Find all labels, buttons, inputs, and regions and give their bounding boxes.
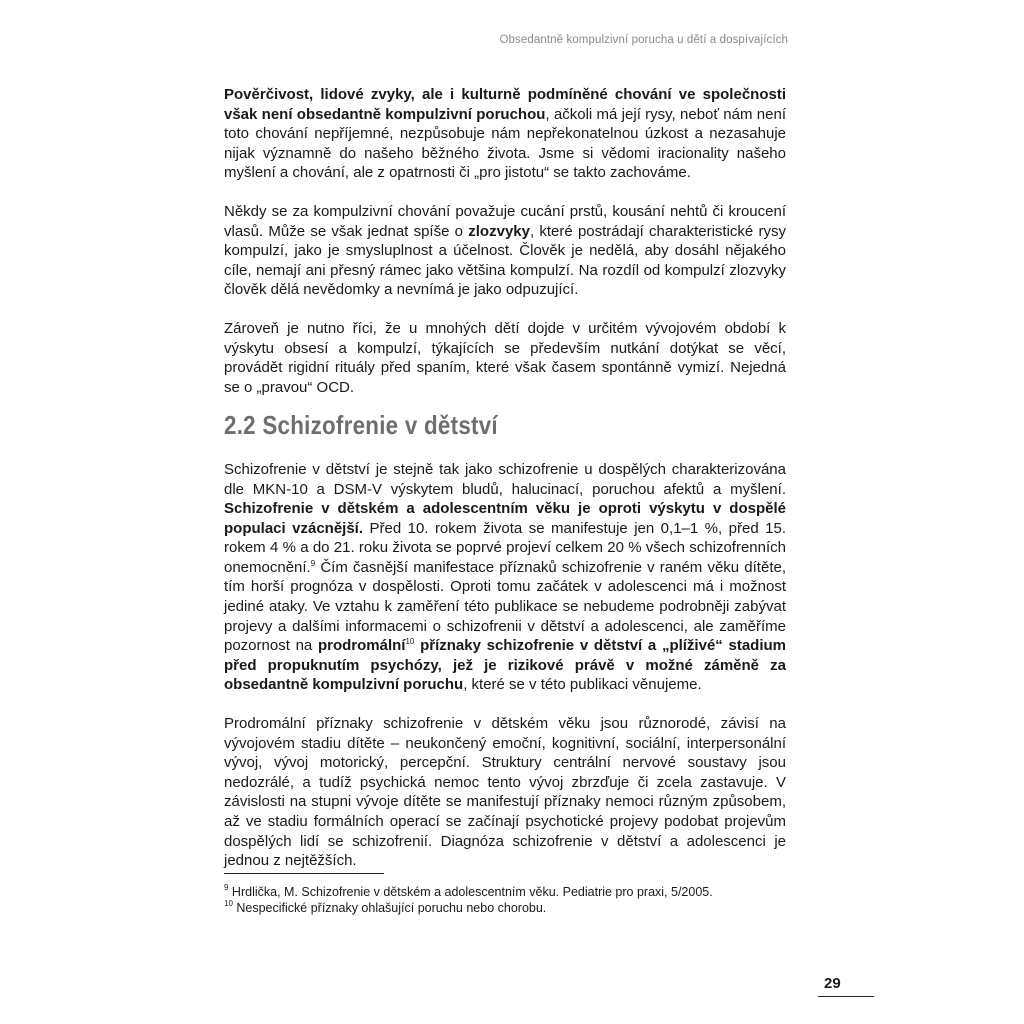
paragraph-5: Prodromální příznaky schizofrenie v dětském věku jsou různorodé, závisí na vývojovém stadiu dítěte – neukončený emoční, kognitivní, sociální, interpersonální vývoj, vývoj motorický, percepční. Struktury centrální nervové soustavy jsou nedozrálé, a tudíž psychická nemoc tento vývoj zbrzďuje či zcela zastavuje. V závislosti na stupni vývoje dítěte se manifestují příznaky nemoci různým způsobem, až ve stadiu formálních operací se začínají psychotické projevy podobat projevům dospělých lidí se schizofrenií. Diagnóza schizofrenie v dětství a adolescenci je jednou z nejtěžších. — [224, 715, 786, 870]
page-number: 29 — [824, 975, 841, 992]
bold-text: prodromální — [317, 637, 406, 655]
page-number-rule — [818, 996, 874, 997]
bold-text: Pověrčivost, lidové zvyky, ale i kulturně podmíněné chování ve společnosti však není obsedantně kompulzivní poruchou — [224, 86, 786, 123]
footnote-ref: 10 — [405, 637, 415, 647]
section-heading: 2.2 Schizofrenie v dětství — [224, 410, 498, 441]
body-text: Schizofrenie v dětství je stejně tak jako schizofrenie u dospělých charakterizována dle MKN-10 a DSM-V výskytem bludů, halucinací, poruchou afektů a myšlení. — [224, 460, 786, 498]
footnote-text: Hrdlička, M. Schizofrenie v dětském a adolescentním věku. Pediatrie pro praxi, 5/2005. — [228, 885, 713, 899]
footnote-ref: 9 — [310, 558, 316, 568]
footnote-number: 9 — [224, 883, 229, 892]
body-text: Před 10. rokem života se manifestuje jen 0,1–1 %, před 15. rokem 4 % a do 21. roku života se poprvé projeví celkem 20 % všech schizofrenních onemocnění. — [224, 519, 786, 576]
body-text: , které postrádají charakteristické rysy kompulzí, jako je smysluplnost a účelnost. Člověk je nedělá, aby dosáhl nějakého cíle, nemají ani přesný rámec jako většina kompulzí. Na rozdíl od kompulzí zlozvyky člověk dělá nevědomky a nevnímá je jako odpuzující. — [224, 222, 786, 299]
paragraph-3: Zároveň je nutno říci, že u mnohých dětí dojde v určitém vývojovém období k výskytu obsesí a kompulzí, týkajících se především nutkání dotýkat se věcí, provádět rigidní rituály před spaním, které však časem spontánně vymizí. Nejedná se o „pravou“ OCD. — [224, 319, 786, 396]
footnote-divider — [224, 873, 384, 874]
body-text: Někdy se za kompulzivní chování považuje cucání prstů, kousání nehtů či kroucení vlasů. Může se však jednat spíše o — [224, 202, 786, 240]
body-text: , ačkoli má její rysy, neboť nám není toto chování nepříjemné, nezpůsobuje nám nepřekonatelnou úzkost a nezasahuje nijak významně do našeho běžného života. Jsme si vědomi iracionality našeho myšlení a chování, ale z opatrnosti či „pro jistotu“ se takto zachováme. — [224, 105, 786, 182]
body-text: , které se v této publikaci věnujeme. — [463, 676, 702, 694]
footnote-item — [224, 884, 824, 900]
running-head: Obsedantně kompulzivní porucha u dětí a dospívajících — [499, 34, 788, 46]
paragraph-4 — [224, 460, 786, 695]
footnote-item — [224, 900, 824, 916]
footnotes — [224, 884, 824, 916]
footnote-number: 10 — [224, 899, 233, 908]
footnote-text: Nespecifické příznaky ohlašující poruchu nebo chorobu. — [232, 901, 547, 915]
paragraph-2 — [224, 202, 786, 300]
bold-text: zlozvyky — [468, 222, 530, 240]
page-body — [224, 85, 786, 890]
body-text: Čím časnější manifestace příznaků schizofrenie v raném věku dítěte, tím horší prognóza v dospělosti. Oproti tomu začátek v adolescenci má i možnost jediné ataky. Ve vztahu k zaměření této publikace se nebudeme podrobněji zabývat projevy a dalšími informacemi o schizofrenii v dětství a adolescenci, ale zaměříme pozornost na — [224, 558, 786, 655]
bold-text: Schizofrenie v dětském a adolescentním věku je oproti výskytu v dospělé populaci vzácnější. — [224, 500, 786, 537]
bold-text: příznaky schizofrenie v dětství a „plíživé“ stadium před propuknutím psychózy, jež je rizikové právě v možné záměně za obsedantně kompulzivní poruchu — [224, 637, 786, 694]
paragraph-1 — [224, 85, 786, 183]
